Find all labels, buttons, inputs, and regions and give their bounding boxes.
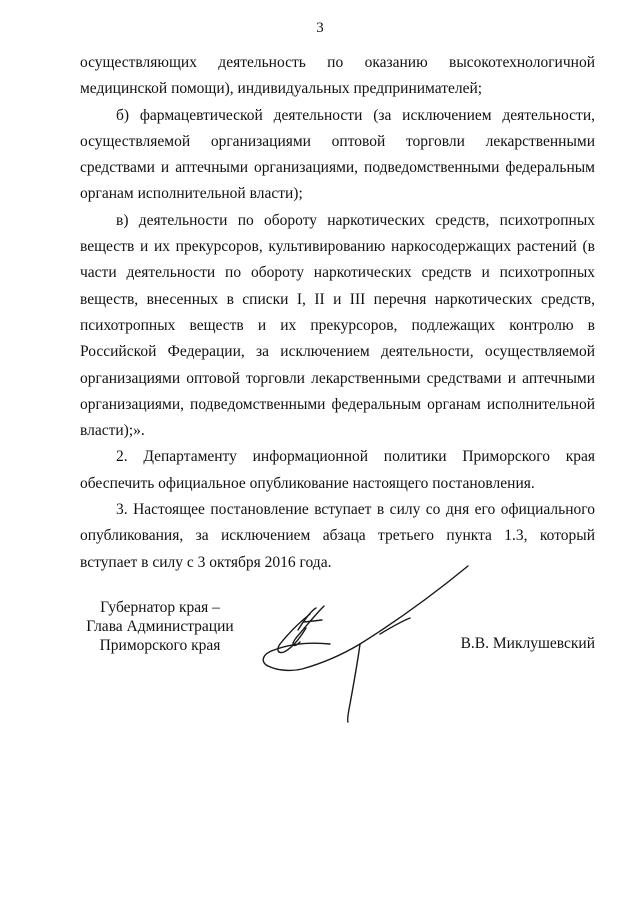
- signer-name: В.В. Миклушевский: [460, 635, 595, 652]
- paragraph-2-publication: 2. Департаменту информационной политики Приморского края обеспечить официальное опубликование настоящего постановления.: [80, 448, 595, 492]
- paragraph-v-narcotics: в) деятельности по обороту наркотических средств, психотропных веществ и их прекурсоров, культивированию наркосодержащих растений (в части деятельности по обороту наркотических средств и психотропных веществ, внесенных в списки I, II и III перечня наркотических средств, психотропных веществ и их прекурсоров, подлежащих контролю в Российской Федерации, за исключением деятельности, осуществляемой организациями оптовой торговли лекарственными средствами и аптечными организациями, подведомственными федеральным органам исполнительной власти);».: [80, 211, 595, 440]
- paragraph-continuation: осуществляющих деятельность по оказанию высокотехнологичной медицинской помощи), индивидуальных предпринимателей;: [80, 54, 595, 98]
- document-body: [80, 50, 595, 576]
- handwritten-signature: [250, 564, 480, 724]
- paragraph-3-entry-into-force: 3. Настоящее постановление вступает в силу со дня его официального опубликования, за исключением абзаца третьего пункта 1.3, который вступает в силу с 3 октября 2016 года.: [80, 501, 595, 571]
- signer-position-line: Приморского края: [99, 637, 221, 654]
- signature-block: [80, 598, 595, 738]
- paragraph-b-pharmaceutical: б) фармацевтической деятельности (за исключением деятельности, осуществляемой организациями оптовой торговли лекарственными средствами и аптечными организациями, подведомственными федеральным органам исполнительной власти);: [80, 106, 595, 203]
- signer-position-line: Глава Администрации: [86, 618, 234, 635]
- page-number: 3: [316, 20, 324, 36]
- signer-position-line: Губернатор края –: [100, 599, 220, 616]
- signer-position: [80, 598, 240, 655]
